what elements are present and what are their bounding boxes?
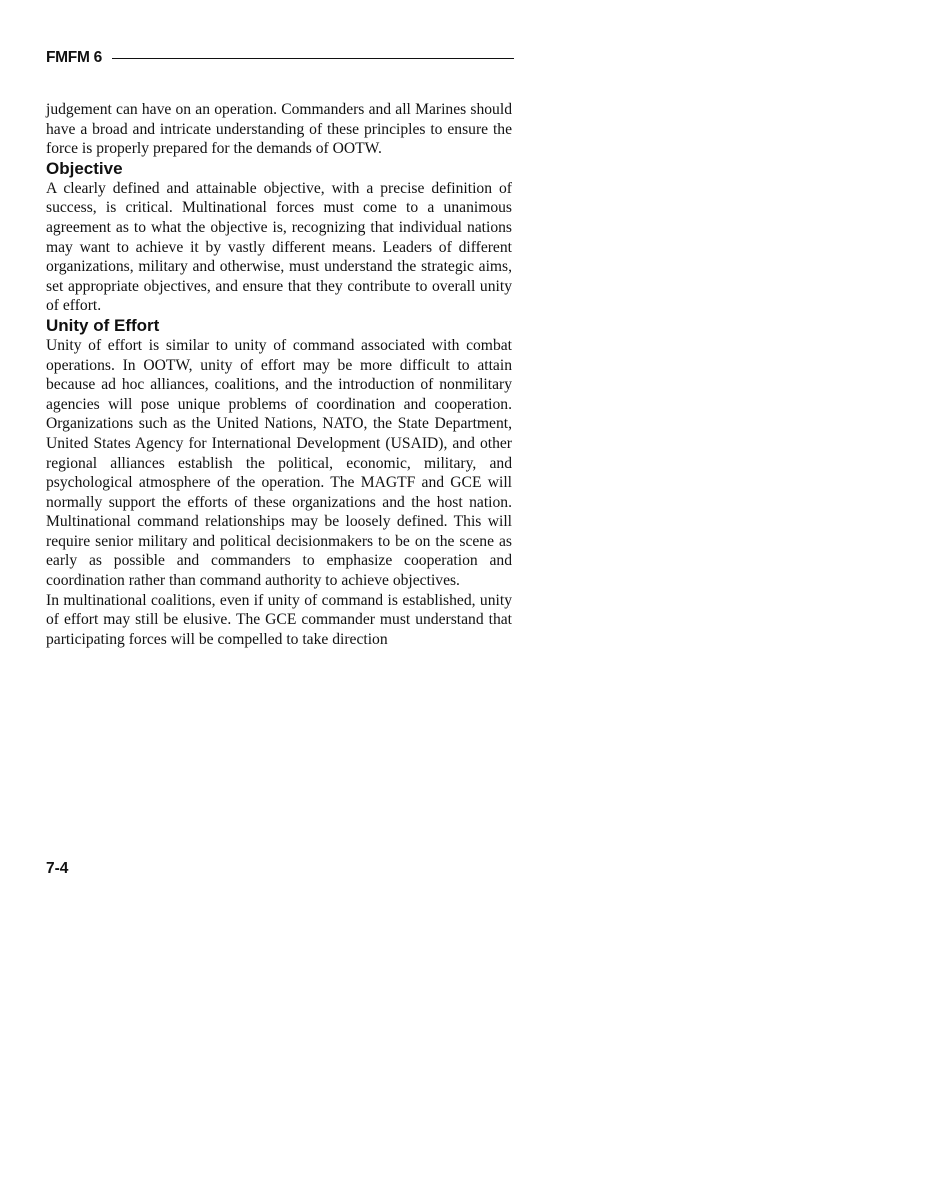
unity-of-effort-paragraph-2: In multinational coalitions, even if unity of command is established, unity of effort may still be elusive. The GCE commander must understand that participating forces will be compelled to take direction <box>46 591 512 648</box>
intro-paragraph: judgement can have on an operation. Commanders and all Marines should have a broad and intricate understanding of these principles to ensure the force is properly prepared for the demands of OOTW. <box>46 101 512 158</box>
objective-paragraph: A clearly defined and attainable objective, with a precise definition of success, is critical. Multinational forces must come to a unanimous agreement as to what the objective is, recognizing that individual nations may want to achieve it by vastly different means. Leaders of different organizations, military and otherwise, must understand the strategic aims, set appropriate objectives, and ensure that they contribute to overall unity of effort. <box>46 179 512 315</box>
section-heading-objective: Objective <box>46 158 123 178</box>
running-header <box>46 46 514 70</box>
page-content <box>46 100 512 649</box>
header-rule <box>112 58 514 59</box>
page-number: 7-4 <box>46 860 69 877</box>
unity-of-effort-paragraph-1: Unity of effort is similar to unity of command associated with combat operations. In OOTW, unity of effort may be more difficult to attain because ad hoc alliances, coalitions, and the introduction of nonmilitary agencies will pose unique problems of coordination and cooperation. Organizations such as the United Nations, NATO, the State Department, United States Agency for International Development (USAID), and other regional alliances establish the political, economic, military, and psychological atmosphere of the operation. The MAGTF and GCE will normally support the efforts of these organizations and the host nation. Multinational command relationships may be loosely defined. This will require senior military and political decisionmakers to be on the scene as early as possible and commanders to emphasize cooperation and coordination rather than command authority to achieve objectives. <box>46 336 512 590</box>
section-heading-unity-of-effort: Unity of Effort <box>46 315 160 335</box>
header-label: FMFM 6 <box>46 49 102 66</box>
